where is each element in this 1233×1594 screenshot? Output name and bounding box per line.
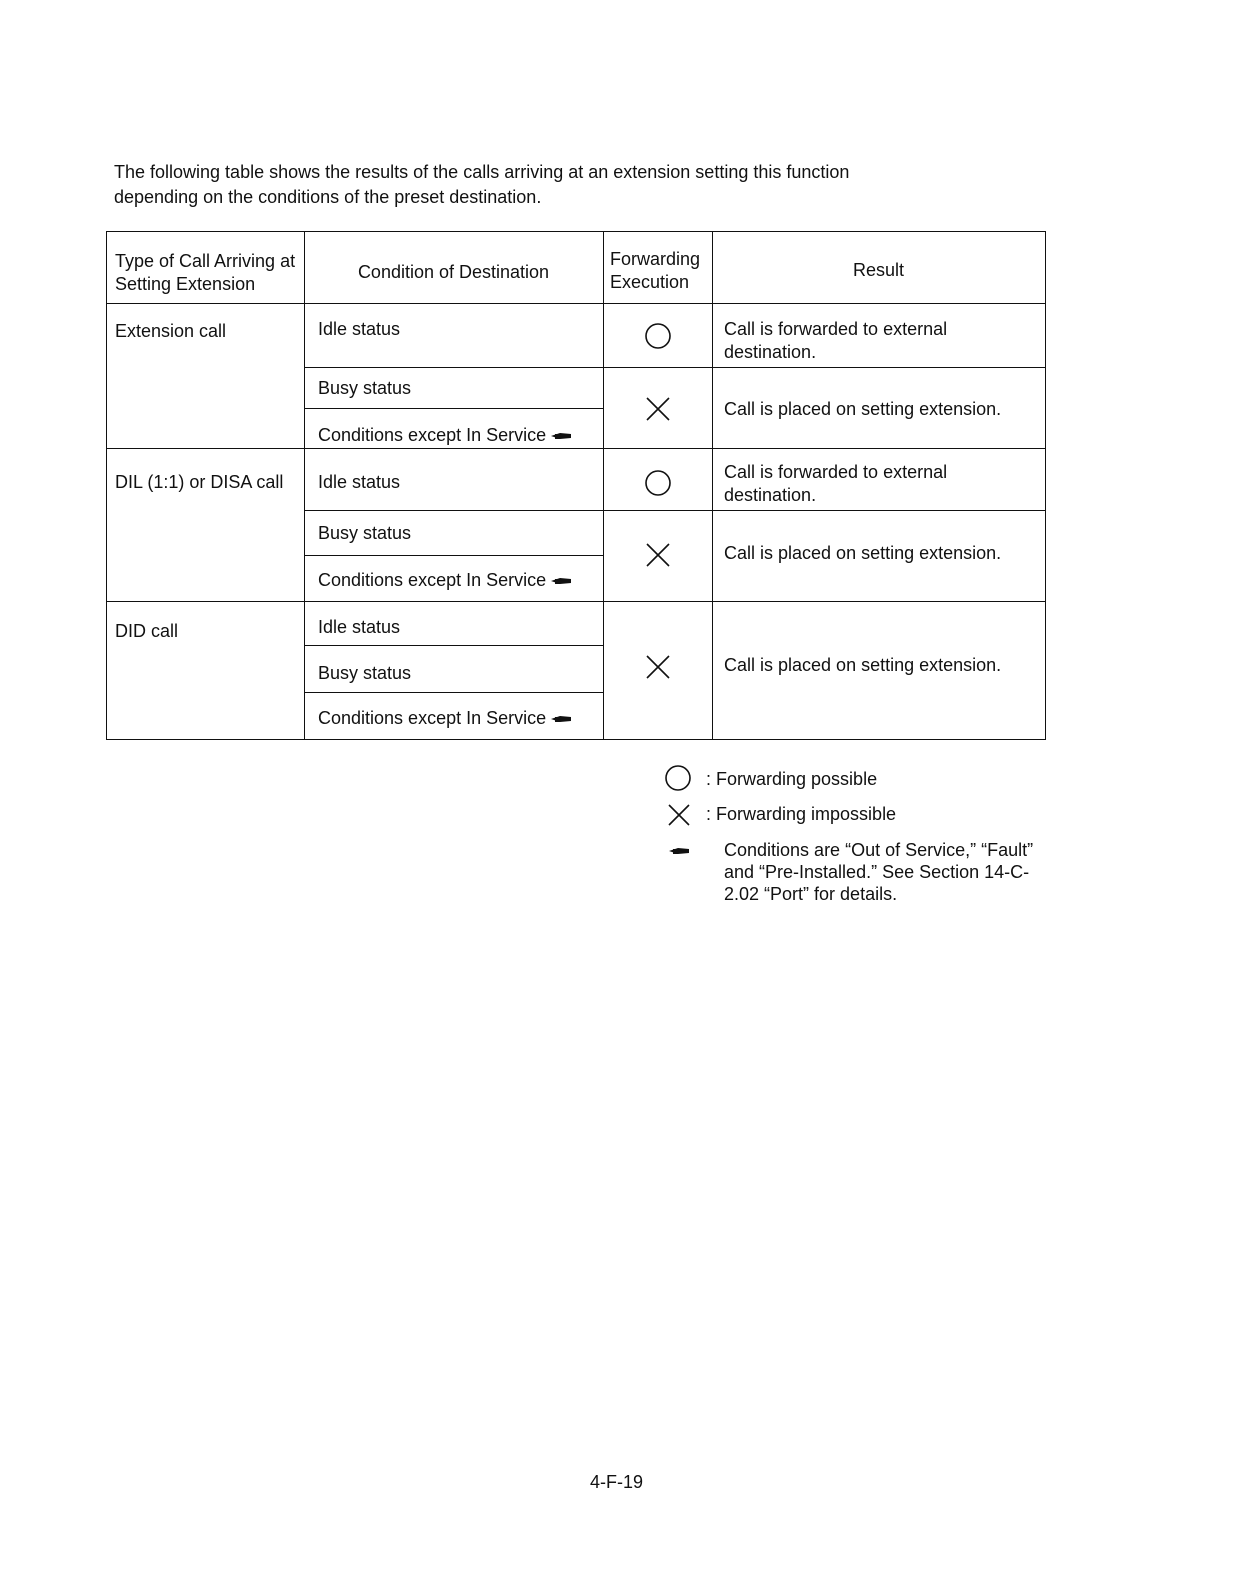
condition-except-in-service: Conditions except In Service (318, 707, 572, 730)
circle-symbol-icon (641, 466, 675, 500)
header-type: Type of Call Arriving at Setting Extension (115, 251, 296, 294)
condition-except-in-service: Conditions except In Service (318, 569, 572, 592)
pointing-hand-icon (550, 713, 572, 725)
type-extension-call: Extension call (115, 321, 227, 341)
condition-except-in-service: Conditions except In Service (318, 424, 572, 447)
cross-symbol-icon (641, 392, 675, 426)
page-number: 4-F-19 (589, 1472, 643, 1492)
type-did-call: DID call (115, 621, 179, 641)
result-forwarded: Call is forwarded to external destination. (724, 462, 948, 505)
result-placed: Call is placed on setting extension. (724, 399, 1002, 419)
header-condition: Condition of Destination (357, 262, 550, 282)
result-placed: Call is placed on setting extension. (724, 543, 1002, 563)
type-dil-disa-call: DIL (1:1) or DISA call (115, 472, 284, 492)
circle-symbol-icon (641, 319, 675, 353)
condition-idle: Idle status (318, 472, 401, 492)
cross-symbol-icon (641, 538, 675, 572)
legend-pointing-hand-icon (668, 845, 690, 857)
legend-impossible: : Forwarding impossible (706, 804, 897, 824)
legend-cross-icon (664, 800, 694, 830)
result-forwarded: Call is forwarded to external destination. (724, 319, 948, 362)
result-placed: Call is placed on setting extension. (724, 655, 1002, 675)
condition-busy: Busy status (318, 523, 412, 543)
header-execution: Forwarding Execution (610, 249, 701, 292)
pointing-hand-icon (550, 575, 572, 587)
cross-symbol-icon (641, 650, 675, 684)
legend-circle-icon (662, 762, 694, 794)
condition-busy: Busy status (318, 378, 412, 398)
condition-idle: Idle status (318, 319, 401, 339)
legend-possible: : Forwarding possible (706, 769, 878, 789)
forwarding-results-table (106, 231, 1046, 740)
header-result: Result (852, 260, 905, 280)
intro-paragraph: The following table shows the results of the calls arriving at an extension setting this function depending on the conditions of the preset destination. (114, 162, 850, 207)
legend-note: Conditions are “Out of Service,” “Fault” and “Pre-Installed.” See Section 14-C-2.02 “Port” for details. (724, 840, 1034, 904)
condition-idle: Idle status (318, 617, 401, 637)
pointing-hand-icon (550, 430, 572, 442)
condition-busy: Busy status (318, 663, 412, 683)
